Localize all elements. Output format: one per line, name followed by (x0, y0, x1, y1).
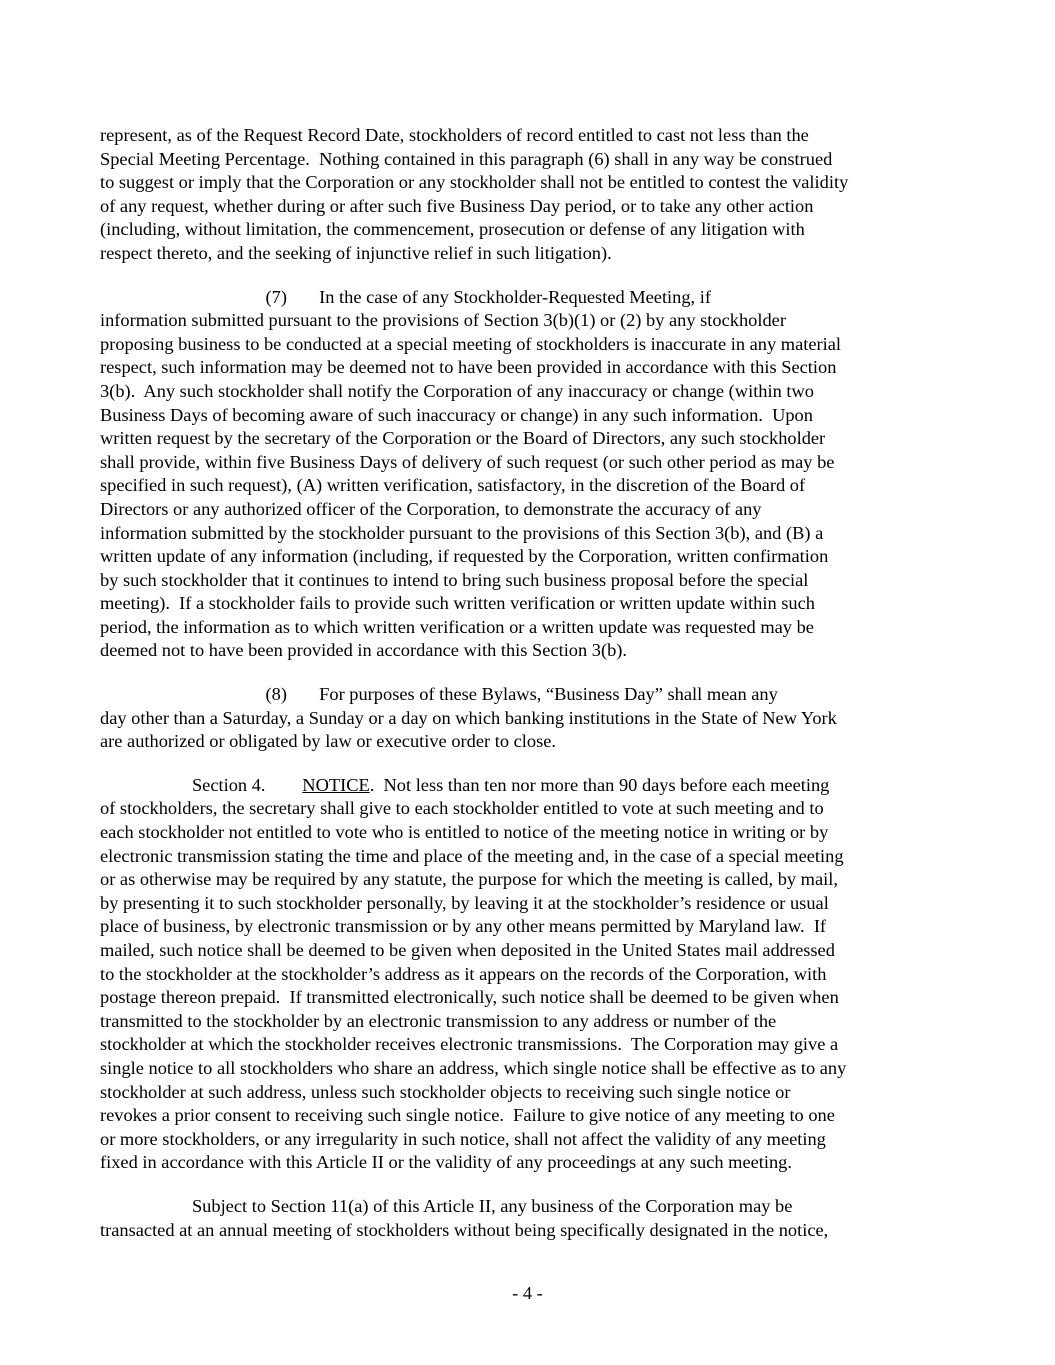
section-4-notice (100, 774, 945, 1175)
text-line: information submitted by the stockholder pursuant to the provisions of this Section 3(b), and (B) a (100, 522, 824, 543)
text-line: by presenting it to such stockholder personally, by leaving it at the stockholder’s residence or usual (100, 892, 829, 913)
text-line: proposing business to be conducted at a special meeting of stockholders is inaccurate in any material (100, 333, 842, 354)
text-line: respect thereto, and the seeking of injunctive relief in such litigation). (100, 242, 612, 263)
text-line: or more stockholders, or any irregularity in such notice, shall not affect the validity of any meeting (100, 1128, 826, 1149)
text-line: (7) In the case of any Stockholder-Requested Meeting, if (100, 286, 711, 307)
page-number: - 4 - (512, 1283, 543, 1303)
text-line: are authorized or obligated by law or executive order to close. (100, 731, 557, 752)
text-line: to the stockholder at the stockholder’s address as it appears on the records of the Corporation, with (100, 963, 827, 984)
text-line: deemed not to have been provided in accordance with this Section 3(b). (100, 640, 628, 661)
section-4-label: Section 4. (100, 774, 303, 795)
text-line: or as otherwise may be required by any statute, the purpose for which the meeting is called, by mail, (100, 869, 838, 890)
text-line: of any request, whether during or after such five Business Day period, or to take any other action (100, 195, 814, 216)
text-line: single notice to all stockholders who share an address, which single notice shall be effective as to any (100, 1057, 847, 1078)
paragraph-7 (100, 286, 945, 664)
text-line: Business Days of becoming aware of such inaccuracy or change) in any such information. Upon (100, 404, 813, 425)
section-heading: NOTICE (302, 774, 370, 795)
text-line: of stockholders, the secretary shall give to each stockholder entitled to vote at such meeting and to (100, 798, 824, 819)
text-line: written update of any information (including, if requested by the Corporation, written confirmation (100, 546, 829, 567)
text-line: shall provide, within five Business Days of delivery of such request (or such other period as may be (100, 451, 835, 472)
text-line: to suggest or imply that the Corporation or any stockholder shall not be entitled to contest the validity (100, 172, 849, 193)
text-line: Subject to Section 11(a) of this Article II, any business of the Corporation may be (100, 1195, 793, 1216)
text-line: mailed, such notice shall be deemed to be given when deposited in the United States mail addressed (100, 940, 835, 960)
text-line: revokes a prior consent to receiving such single notice. Failure to give notice of any meeting to one (100, 1105, 835, 1126)
text-line: specified in such request), (A) written verification, satisfactory, in the discretion of the Board of (100, 475, 806, 496)
text-line: each stockholder not entitled to vote who is entitled to notice of the meeting notice in writing or by (100, 822, 829, 843)
document-page (100, 124, 945, 1262)
text-line: (8) For purposes of these Bylaws, “Business Day” shall mean any (100, 684, 778, 705)
section-4-first-line-text: . Not less than ten nor more than 90 days before each meeting (369, 774, 830, 795)
text-line: postage thereon prepaid. If transmitted electronically, such notice shall be deemed to be given when (100, 987, 839, 1008)
text-line: place of business, by electronic transmission or by any other means permitted by Maryland law. If (100, 916, 827, 937)
text-line: transmitted to the stockholder by an electronic transmission to any address or number of the (100, 1010, 777, 1031)
text-line: represent, as of the Request Record Date, stockholders of record entitled to cast not less than the (100, 125, 809, 145)
text-line: stockholder at which the stockholder receives electronic transmissions. The Corporation may give a (100, 1034, 839, 1055)
text-line: electronic transmission stating the time and place of the meeting and, in the case of a special meeting (100, 845, 844, 866)
text-line: (including, without limitation, the commencement, prosecution or defense of any litigation with (100, 219, 805, 240)
text-line: day other than a Saturday, a Sunday or a day on which banking institutions in the State of New York (100, 707, 837, 728)
text-line: Directors or any authorized officer of the Corporation, to demonstrate the accuracy of any (100, 498, 762, 519)
text-line: 3(b). Any such stockholder shall notify the Corporation of any inaccuracy or change (within two (100, 380, 814, 401)
text-line: information submitted pursuant to the provisions of Section 3(b)(1) or (2) by any stockholder (100, 310, 786, 331)
text-line: transacted at an annual meeting of stockholders without being specifically designated in the notice, (100, 1219, 829, 1240)
text-line: written request by the secretary of the Corporation or the Board of Directors, any such stockholder (100, 428, 826, 449)
final-paragraph (100, 1195, 945, 1242)
text-line: period, the information as to which written verification or a written update was requested may be (100, 616, 814, 637)
text-line: fixed in accordance with this Article II or the validity of any proceedings at any such meeting. (100, 1152, 792, 1173)
paragraph-6-continuation (100, 124, 945, 266)
text-line: respect, such information may be deemed not to have been provided in accordance with this Section (100, 357, 837, 378)
text-line: by such stockholder that it continues to intend to bring such business proposal before the special (100, 569, 809, 590)
text-line: Special Meeting Percentage. Nothing contained in this paragraph (6) shall in any way be construed (100, 148, 833, 169)
text-line: stockholder at such address, unless such stockholder objects to receiving such single notice or (100, 1081, 791, 1102)
paragraph-8 (100, 683, 945, 754)
section-4-first-line (100, 774, 945, 798)
text-line: meeting). If a stockholder fails to provide such written verification or written update within such (100, 593, 815, 614)
